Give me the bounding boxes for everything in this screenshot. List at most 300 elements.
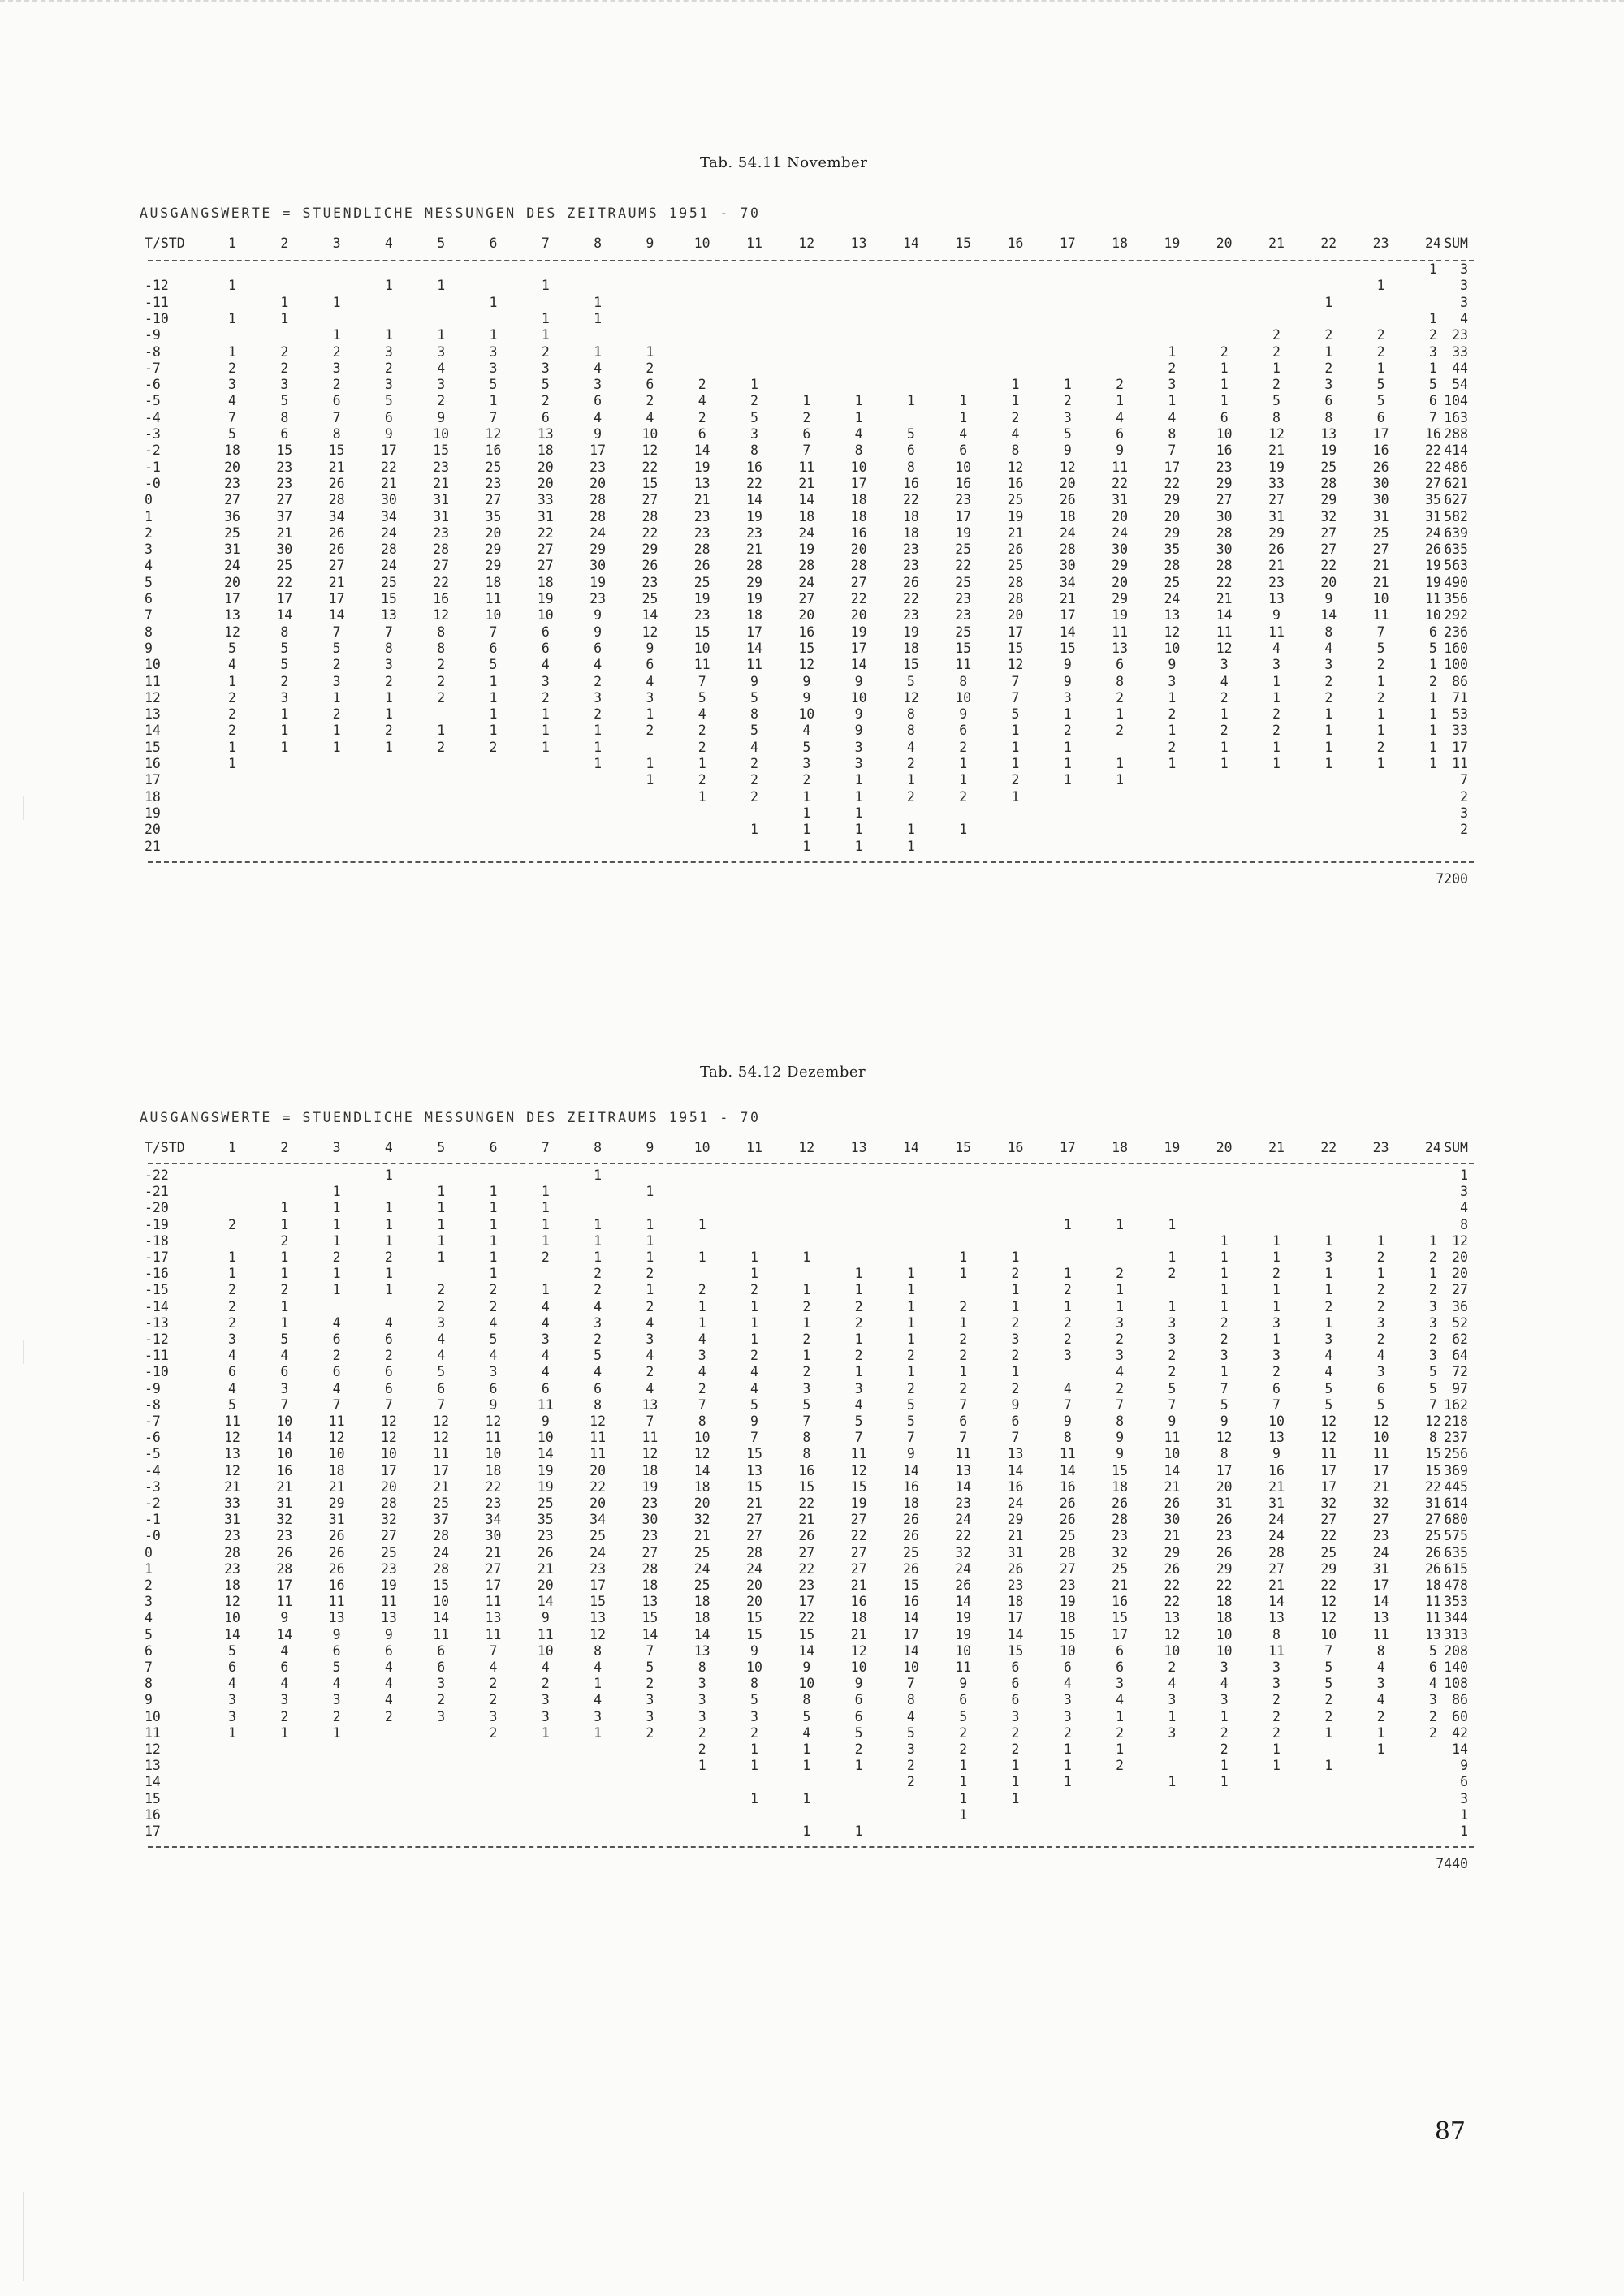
count-cell: 1 xyxy=(1116,1298,1125,1314)
count-cell xyxy=(317,839,356,855)
count-cell: 1 xyxy=(1011,1282,1020,1298)
row-sum: 86 xyxy=(1452,1692,1468,1708)
count-cell: 10 xyxy=(693,1430,710,1446)
count-cell: 5 xyxy=(228,640,236,656)
count-cell: 4 xyxy=(228,1348,236,1364)
count-cell: 28 xyxy=(1112,1512,1129,1528)
count-cell: 1 xyxy=(332,1184,341,1200)
count-cell: 18 xyxy=(902,640,919,656)
count-cell: 4 xyxy=(541,1364,550,1380)
count-cell: 3 xyxy=(489,343,498,360)
count-cell: 23 xyxy=(693,607,710,624)
count-cell: 6 xyxy=(489,1380,498,1396)
count-cell: 14 xyxy=(537,1594,554,1610)
count-cell xyxy=(787,1200,826,1216)
count-cell xyxy=(1309,822,1348,838)
row-sum: 4 xyxy=(1460,310,1468,326)
count-cell xyxy=(840,377,879,393)
count-cell: 29 xyxy=(1216,475,1233,491)
count-cell xyxy=(421,1758,460,1774)
count-cell: 13 xyxy=(746,1462,762,1478)
count-cell: 26 xyxy=(537,1544,554,1560)
count-cell xyxy=(213,1184,252,1200)
count-cell: 3 xyxy=(437,377,446,393)
count-cell: 5 xyxy=(1063,426,1072,442)
count-cell: 4 xyxy=(698,706,706,723)
count-cell: 25 xyxy=(1372,524,1389,541)
count-cell: 12 xyxy=(1320,1610,1337,1626)
count-cell: 14 xyxy=(1372,1594,1389,1610)
count-cell: 11 xyxy=(590,1446,607,1462)
count-cell: 21 xyxy=(328,459,345,475)
count-cell: 30 xyxy=(590,558,607,574)
table-row xyxy=(0,558,1624,574)
count-cell: 5 xyxy=(1428,1380,1437,1396)
count-cell: 1 xyxy=(646,343,654,360)
count-cell xyxy=(213,822,252,838)
count-cell: 11 xyxy=(380,1594,397,1610)
count-cell xyxy=(1100,261,1139,278)
count-cell: 18 xyxy=(1424,1577,1441,1593)
count-cell xyxy=(1048,261,1087,278)
count-cell: 1 xyxy=(1324,723,1333,739)
count-cell: 1 xyxy=(1011,1774,1020,1790)
count-cell: 1 xyxy=(437,1184,446,1200)
count-cell: 5 xyxy=(1324,1396,1333,1413)
count-cell: 19 xyxy=(955,524,972,541)
count-cell xyxy=(630,1774,669,1790)
count-cell: 1 xyxy=(1116,1282,1125,1298)
count-cell: 10 xyxy=(1164,1446,1181,1462)
count-cell: 2 xyxy=(646,360,654,376)
temperature-label: -11 xyxy=(145,1348,169,1364)
count-cell: 1 xyxy=(489,1249,498,1265)
table-row xyxy=(0,1348,1624,1364)
temperature-label: 3 xyxy=(145,1594,153,1610)
table-row xyxy=(0,476,1624,492)
count-cell: 19 xyxy=(537,1462,554,1478)
count-cell: 14 xyxy=(276,1626,293,1642)
table-row xyxy=(0,1217,1624,1233)
count-cell: 9 xyxy=(1272,1446,1281,1462)
count-cell: 10 xyxy=(1059,1642,1076,1659)
count-cell: 12 xyxy=(1372,1413,1389,1429)
count-cell: 18 xyxy=(485,1462,502,1478)
temperature-label: 13 xyxy=(145,1758,161,1774)
count-cell: 13 xyxy=(224,607,240,624)
count-cell: 24 xyxy=(433,1544,450,1560)
count-cell: 21 xyxy=(276,1478,293,1495)
temperature-label: -18 xyxy=(145,1232,169,1249)
count-cell: 22 xyxy=(641,524,659,541)
count-cell: 1 xyxy=(1272,360,1281,376)
count-cell: 10 xyxy=(1320,1626,1337,1642)
count-cell xyxy=(1362,789,1401,805)
count-cell xyxy=(683,295,722,311)
count-cell: 24 xyxy=(693,1560,710,1577)
count-cell: 20 xyxy=(1112,508,1129,524)
count-cell: 7 xyxy=(1428,1396,1437,1413)
count-cell: 2 xyxy=(489,1282,498,1298)
count-cell: 26 xyxy=(1164,1560,1181,1577)
count-cell: 5 xyxy=(228,1642,236,1659)
count-cell xyxy=(944,344,983,360)
hour-header: 11 xyxy=(746,1140,762,1155)
count-cell: 10 xyxy=(1424,607,1441,624)
hour-header: 4 xyxy=(384,235,393,251)
count-cell: 1 xyxy=(384,278,393,294)
count-cell: 28 xyxy=(380,542,397,558)
count-cell: 4 xyxy=(1116,1364,1125,1380)
count-cell: 1 xyxy=(1116,706,1125,723)
count-cell xyxy=(526,822,565,838)
hour-header: 13 xyxy=(850,1140,867,1155)
count-cell: 2 xyxy=(1220,1741,1229,1757)
count-cell: 1 xyxy=(906,1314,915,1331)
count-cell: 2 xyxy=(384,1708,393,1724)
count-cell: 22 xyxy=(955,1528,972,1544)
count-cell: 3 xyxy=(280,689,289,706)
count-cell: 4 xyxy=(1063,1676,1072,1692)
count-cell: 18 xyxy=(902,508,919,524)
count-cell: 8 xyxy=(1063,1430,1072,1446)
count-cell: 2 xyxy=(1272,723,1281,739)
count-cell: 15 xyxy=(693,624,710,640)
count-cell: 1 xyxy=(1324,739,1333,755)
count-cell xyxy=(683,1823,722,1840)
count-cell: 1 xyxy=(959,393,968,409)
temperature-label: -5 xyxy=(145,393,161,409)
table-title: Tab. 54.12 Dezember xyxy=(700,1064,866,1081)
count-cell xyxy=(526,1807,565,1823)
count-cell: 2 xyxy=(1063,1331,1072,1347)
count-cell: 1 xyxy=(854,393,863,409)
count-cell xyxy=(369,1299,408,1315)
count-cell: 7 xyxy=(1428,409,1437,425)
temperature-label: -20 xyxy=(145,1200,169,1216)
grand-total: 7200 xyxy=(1436,870,1468,887)
count-cell: 5 xyxy=(1376,377,1385,393)
count-cell: 14 xyxy=(276,1430,293,1446)
count-cell: 20 xyxy=(1216,1478,1233,1495)
count-cell: 28 xyxy=(433,1528,450,1544)
row-sum: 288 xyxy=(1444,426,1468,442)
count-cell: 1 xyxy=(802,1758,811,1774)
count-cell: 6 xyxy=(1376,409,1385,425)
count-cell: 1 xyxy=(1168,1774,1177,1790)
count-cell: 1 xyxy=(802,788,811,805)
count-cell: 2 xyxy=(1376,1331,1385,1347)
count-cell: 6 xyxy=(594,640,603,656)
count-cell: 5 xyxy=(1168,1380,1177,1396)
count-cell: 13 xyxy=(693,475,710,491)
count-cell: 1 xyxy=(1428,689,1437,706)
count-cell xyxy=(213,789,252,805)
count-cell: 18 xyxy=(902,1495,919,1511)
count-cell: 12 xyxy=(433,607,450,624)
count-cell xyxy=(892,327,931,343)
count-cell xyxy=(1048,311,1087,327)
count-cell: 2 xyxy=(1168,1659,1177,1675)
count-cell: 21 xyxy=(1268,558,1285,574)
count-cell: 3 xyxy=(698,1708,706,1724)
count-cell: 27 xyxy=(1268,492,1285,508)
count-cell: 2 xyxy=(1272,327,1281,343)
temperature-label: 12 xyxy=(145,689,161,706)
count-cell: 2 xyxy=(802,1364,811,1380)
count-cell: 23 xyxy=(641,574,659,590)
count-cell: 14 xyxy=(1007,1462,1024,1478)
count-cell: 4 xyxy=(1116,409,1125,425)
hour-header: 22 xyxy=(1320,235,1337,251)
count-cell xyxy=(474,1167,513,1184)
count-cell: 8 xyxy=(1428,1430,1437,1446)
count-cell xyxy=(1048,1233,1087,1249)
count-cell: 5 xyxy=(280,657,289,673)
count-cell: 1 xyxy=(1063,772,1072,788)
row-sum: 36 xyxy=(1452,1298,1468,1314)
count-cell: 8 xyxy=(1324,624,1333,640)
count-cell: 1 xyxy=(802,1741,811,1757)
count-cell: 14 xyxy=(850,657,867,673)
count-cell: 4 xyxy=(384,1676,393,1692)
count-cell: 22 xyxy=(485,1478,502,1495)
count-cell: 6 xyxy=(1428,624,1437,640)
count-cell xyxy=(630,261,669,278)
count-cell xyxy=(1205,1217,1244,1233)
count-cell xyxy=(735,261,774,278)
count-cell: 23 xyxy=(1372,1528,1389,1544)
count-cell: 27 xyxy=(380,1528,397,1544)
count-cell: 3 xyxy=(698,1676,706,1692)
temperature-label: 0 xyxy=(145,1544,153,1560)
count-cell: 2 xyxy=(959,1380,968,1396)
table-row xyxy=(0,1627,1624,1643)
count-cell: 6 xyxy=(541,409,550,425)
count-cell xyxy=(944,1823,983,1840)
count-cell: 1 xyxy=(1220,756,1229,771)
count-cell: 1 xyxy=(489,294,498,310)
count-cell xyxy=(317,1167,356,1184)
count-cell: 25 xyxy=(485,459,502,475)
table-row xyxy=(0,1823,1624,1840)
count-cell: 2 xyxy=(541,343,550,360)
count-cell: 10 xyxy=(537,1430,554,1446)
count-cell: 4 xyxy=(1220,673,1229,689)
count-cell xyxy=(1048,1249,1087,1266)
count-cell xyxy=(265,1823,304,1840)
count-cell: 1 xyxy=(228,343,236,360)
count-cell: 11 xyxy=(224,1413,240,1429)
table-row xyxy=(0,410,1624,426)
count-cell: 28 xyxy=(1059,542,1076,558)
count-cell: 6 xyxy=(384,409,393,425)
count-cell: 12 xyxy=(641,1446,659,1462)
count-cell: 12 xyxy=(433,1430,450,1446)
count-cell xyxy=(474,1774,513,1790)
count-cell: 7 xyxy=(437,1396,446,1413)
count-cell: 1 xyxy=(1063,1774,1072,1790)
count-cell: 1 xyxy=(1220,1249,1229,1265)
count-cell: 30 xyxy=(1216,542,1233,558)
count-cell: 2 xyxy=(646,1676,654,1692)
count-cell: 18 xyxy=(641,1577,659,1593)
count-cell: 26 xyxy=(1216,1544,1233,1560)
table-row xyxy=(0,1659,1624,1676)
count-cell: 11 xyxy=(328,1413,345,1429)
count-cell: 1 xyxy=(1428,706,1437,723)
hour-header: 19 xyxy=(1164,235,1181,251)
row-sum: 1 xyxy=(1460,1823,1468,1839)
count-cell: 14 xyxy=(902,1610,919,1626)
count-cell: 11 xyxy=(328,1594,345,1610)
hour-header: 4 xyxy=(384,1140,393,1155)
count-cell: 7 xyxy=(489,409,498,425)
count-cell: 21 xyxy=(746,1495,762,1511)
table-row xyxy=(0,723,1624,739)
count-cell xyxy=(840,1774,879,1790)
count-cell xyxy=(213,839,252,855)
temperature-label: 4 xyxy=(145,558,153,574)
count-cell: 18 xyxy=(1216,1594,1233,1610)
count-cell: 8 xyxy=(437,624,446,640)
count-cell: 2 xyxy=(1376,1282,1385,1298)
count-cell xyxy=(526,756,565,772)
count-cell xyxy=(1048,1184,1087,1200)
temperature-label: 1 xyxy=(145,508,153,524)
count-cell: 21 xyxy=(1268,1577,1285,1593)
temperature-label: 9 xyxy=(145,1692,153,1708)
count-cell: 31 xyxy=(433,492,450,508)
count-cell: 28 xyxy=(641,1560,659,1577)
count-cell: 7 xyxy=(1063,1396,1072,1413)
count-cell xyxy=(421,1725,460,1741)
count-cell: 1 xyxy=(1063,756,1072,771)
count-cell: 3 xyxy=(384,343,393,360)
temperature-label: 21 xyxy=(145,838,161,854)
count-cell xyxy=(892,805,931,822)
count-cell: 10 xyxy=(433,426,450,442)
count-cell: 21 xyxy=(537,1560,554,1577)
count-cell: 16 xyxy=(798,624,815,640)
count-cell xyxy=(735,805,774,822)
count-cell: 15 xyxy=(1112,1610,1129,1626)
count-cell: 1 xyxy=(906,838,915,854)
count-cell: 2 xyxy=(698,723,706,739)
hour-header: 10 xyxy=(693,235,710,251)
count-cell: 2 xyxy=(750,1282,758,1298)
row-sum: 292 xyxy=(1444,607,1468,624)
count-cell: 1 xyxy=(280,1298,289,1314)
count-cell: 5 xyxy=(906,1396,915,1413)
count-cell: 4 xyxy=(750,739,758,755)
hour-header: 17 xyxy=(1059,235,1076,251)
count-cell: 12 xyxy=(485,1413,502,1429)
table-row xyxy=(0,1184,1624,1200)
temperature-label: 18 xyxy=(145,788,161,805)
table-row xyxy=(0,1594,1624,1610)
count-cell: 1 xyxy=(384,1266,393,1282)
count-cell: 15 xyxy=(798,1626,815,1642)
row-sum: 162 xyxy=(1444,1396,1468,1413)
hour-header: 3 xyxy=(332,1140,341,1155)
count-cell: 28 xyxy=(746,1544,762,1560)
count-cell xyxy=(421,1807,460,1823)
count-cell: 27 xyxy=(485,492,502,508)
table-row xyxy=(0,1709,1624,1725)
count-cell xyxy=(1100,344,1139,360)
count-cell: 3 xyxy=(1220,657,1229,673)
count-cell: 27 xyxy=(276,492,293,508)
count-cell: 19 xyxy=(537,591,554,606)
count-cell: 15 xyxy=(798,640,815,656)
count-cell: 1 xyxy=(228,673,236,689)
count-cell: 23 xyxy=(902,607,919,624)
count-cell: 1 xyxy=(750,1298,758,1314)
count-cell xyxy=(526,1167,565,1184)
count-cell: 2 xyxy=(1220,343,1229,360)
count-cell: 28 xyxy=(1007,591,1024,606)
count-cell xyxy=(840,1167,879,1184)
count-cell xyxy=(1100,295,1139,311)
count-cell: 6 xyxy=(1011,1676,1020,1692)
count-cell: 4 xyxy=(959,426,968,442)
count-cell: 17 xyxy=(1112,1626,1129,1642)
count-cell: 9 xyxy=(594,607,603,624)
count-cell: 3 xyxy=(1011,1331,1020,1347)
count-cell xyxy=(683,839,722,855)
count-cell xyxy=(474,1741,513,1758)
count-cell: 13 xyxy=(1424,1626,1441,1642)
count-cell: 3 xyxy=(1011,1708,1020,1724)
count-cell: 30 xyxy=(641,1512,659,1528)
row-sum: 53 xyxy=(1452,706,1468,723)
count-cell: 13 xyxy=(1372,1610,1389,1626)
count-cell: 1 xyxy=(646,1216,654,1232)
count-cell: 27 xyxy=(1320,1512,1337,1528)
table-row xyxy=(0,1381,1624,1397)
count-cell: 8 xyxy=(280,624,289,640)
count-cell: 1 xyxy=(594,294,603,310)
count-cell xyxy=(1048,789,1087,805)
count-cell: 3 xyxy=(1220,1348,1229,1364)
temperature-label: -16 xyxy=(145,1266,169,1282)
count-cell: 22 xyxy=(1424,1478,1441,1495)
count-cell xyxy=(630,839,669,855)
temperature-label: 2 xyxy=(145,524,153,541)
count-cell: 1 xyxy=(1168,1216,1177,1232)
row-sum: 3 xyxy=(1460,805,1468,821)
count-cell xyxy=(1205,311,1244,327)
count-cell xyxy=(474,772,513,788)
count-cell xyxy=(1362,1823,1401,1840)
count-cell xyxy=(1048,805,1087,822)
count-cell: 1 xyxy=(1168,1708,1177,1724)
count-cell: 12 xyxy=(1320,1413,1337,1429)
count-cell: 2 xyxy=(1272,377,1281,393)
count-cell: 2 xyxy=(1324,360,1333,376)
count-cell: 2 xyxy=(1428,327,1437,343)
count-cell: 1 xyxy=(1011,788,1020,805)
count-cell: 13 xyxy=(380,1610,397,1626)
count-cell: 3 xyxy=(698,1348,706,1364)
row-sum: 100 xyxy=(1444,657,1468,673)
count-cell: 17 xyxy=(590,442,607,459)
count-cell: 19 xyxy=(746,508,762,524)
count-cell: 31 xyxy=(1372,1560,1389,1577)
count-cell: 10 xyxy=(641,426,659,442)
table-row xyxy=(0,1561,1624,1577)
